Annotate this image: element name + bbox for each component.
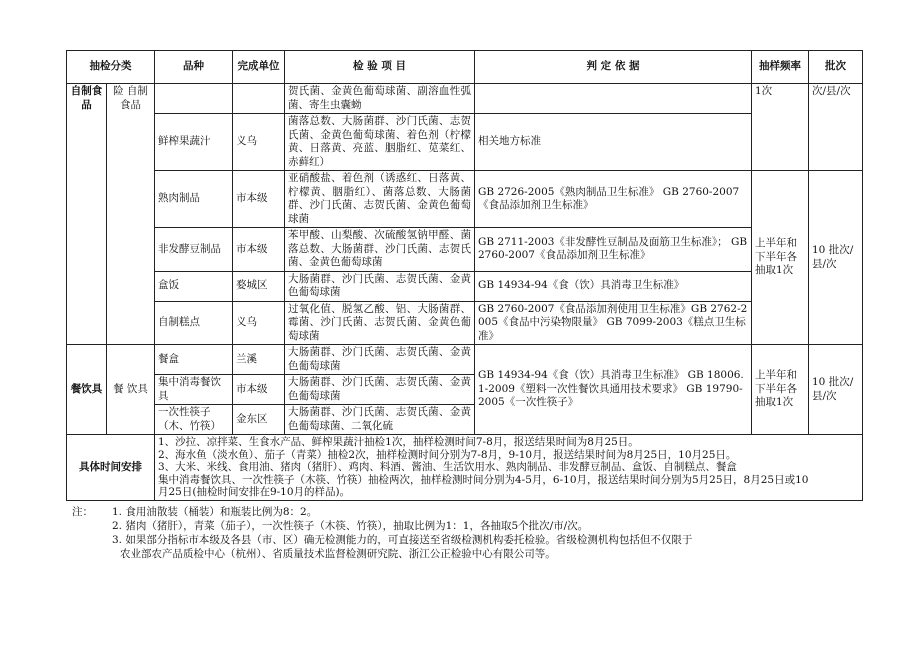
unit-cell: 金东区	[233, 405, 285, 435]
schedule-row	[67, 435, 863, 501]
variety-cell: 鲜榨果蔬汁	[155, 114, 233, 171]
notes	[66, 505, 862, 561]
table-row	[67, 345, 863, 375]
variety-cell: 盒饭	[155, 271, 233, 301]
unit-cell: 兰溪	[233, 345, 285, 375]
variety-cell: 非发酵豆制品	[155, 228, 233, 272]
items-cell: 大肠菌群、沙门氏菌、志贺氏菌、金黄色葡萄球菌	[285, 345, 475, 375]
batch-cell: 10 批次/县/次	[809, 171, 863, 345]
header-row	[67, 51, 863, 84]
table-row	[67, 228, 863, 272]
basis-cell: 相关地方标准	[475, 114, 752, 171]
unit-cell: 义乌	[233, 301, 285, 345]
basis-cell	[475, 84, 752, 114]
subcategory-cell: 餐 饮具	[107, 345, 155, 435]
schedule-line: 集中消毒餐饮具、一次性筷子（木筷、竹筷）抽检两次，抽样检测时间分别为4-5月，6-10月，报送结果时间分别为5月25日，8月25日或10	[158, 473, 809, 486]
schedule-text	[155, 435, 863, 501]
table-row	[67, 84, 863, 114]
category-cell: 餐饮具	[67, 345, 107, 435]
basis-cell: GB 14934-94《食（饮）具消毒卫生标准》 GB 18006.1-2009《塑料一次性餐饮具通用技术要求》 GB 19790-2005《一次性筷子》	[475, 345, 752, 435]
basis-cell: GB 2711-2003《非发酵性豆制品及面筋卫生标准》； GB 2760-2007《食品添加剂卫生标准》	[475, 228, 752, 272]
header-freq: 抽样频率	[752, 51, 809, 84]
freq-cell: 上半年和下半年各抽取1次	[752, 345, 809, 435]
table-row	[67, 114, 863, 171]
subcategory-cell: 险 自制 食品	[107, 84, 155, 345]
schedule-line: 1、沙拉、凉拌菜、生食水产品、鲜榨果蔬汁抽检1次，抽样检测时间7-8月，报送结果时间为8月25日。	[158, 436, 639, 448]
batch-cell: 次/县/次	[809, 84, 863, 171]
batch-cell: 10 批次/县/次	[809, 345, 863, 435]
header-items: 检 验 项 目	[285, 51, 475, 84]
table-row	[67, 271, 863, 301]
unit-cell: 义乌	[233, 114, 285, 171]
freq-cell: 上半年和下半年各抽取1次	[752, 171, 809, 345]
basis-cell: GB 2760-2007《食品添加剂使用卫生标准》GB 2762-2005《食品中污染物限量》 GB 7099-2003《糕点卫生标准》	[475, 301, 752, 345]
schedule-line: 3、大米、米线、食用油、猪肉（猪肝）、鸡肉、料酒、酱油、生活饮用水、熟肉制品、非发酵豆制品、盒饭、自制糕点、餐盒	[158, 461, 737, 473]
table-row	[67, 171, 863, 228]
items-cell: 亚硝酸盐、着色剂（诱惑红、日落黄、柠檬黄、胭脂红）、菌落总数、大肠菌群、沙门氏菌、志贺氏菌、金黄色葡萄球菌	[285, 171, 475, 228]
category-cell: 自制食品	[67, 84, 107, 345]
header-variety: 品种	[155, 51, 233, 84]
variety-cell: 一次性筷子（木、竹筷）	[155, 405, 233, 435]
header-batch: 批次	[809, 51, 863, 84]
unit-cell: 市本级	[233, 171, 285, 228]
variety-cell: 自制糕点	[155, 301, 233, 345]
items-cell: 过氧化值、脱氢乙酸、铝、大肠菌群、霉菌、沙门氏菌、志贺氏菌、金黄色葡萄球菌	[285, 301, 475, 345]
items-cell: 苯甲酸、山梨酸、次硫酸氢钠甲醛、菌落总数、大肠菌群、沙门氏菌、志贺氏菌、金黄色葡萄球菌	[285, 228, 475, 272]
unit-cell: 市本级	[233, 375, 285, 405]
document	[66, 50, 862, 561]
notes-label: 注：	[72, 505, 93, 518]
schedule-label: 具体时间安排	[67, 435, 155, 501]
items-cell: 菌落总数、大肠菌群、沙门氏菌、志贺氏菌、金黄色葡萄球菌、着色剂（柠檬黄、日落黄、亮蓝、胭脂红、苋菜红、赤藓红）	[285, 114, 475, 171]
unit-cell	[233, 84, 285, 114]
note-item: 2. 猪肉（猪肝），青菜（茄子），一次性筷子（木筷、竹筷），抽取比例为1：1，各抽取5个批次/市/次。	[112, 519, 589, 532]
unit-cell: 婺城区	[233, 271, 285, 301]
schedule-line: 2、海水鱼（淡水鱼）、茄子（青菜）抽检2次，抽样检测时间分别为7-8月，9-10月，报送结果时间为8月25日，10月25日。	[158, 448, 737, 461]
items-cell: 大肠菌群、沙门氏菌、志贺氏菌、金黄色葡萄球菌、二氧化硫	[285, 405, 475, 435]
note-item: 3. 如果部分指标市本级及各县（市、区）确无检测能力的，可直接送至省级检测机构委托检验。省级检测机构包括但不仅限于	[112, 533, 693, 546]
freq-cell: 1次	[752, 84, 809, 171]
note-continuation: 农业部农产品质检中心（杭州）、省质量技术监督检测研究院、浙江公正检验中心有限公司等。	[120, 547, 556, 560]
unit-cell: 市本级	[233, 228, 285, 272]
table-row	[67, 301, 863, 345]
variety-cell: 集中消毒餐饮具	[155, 375, 233, 405]
items-cell: 贺氏菌、金黄色葡萄球菌、副溶血性弧菌、寄生虫囊蚴	[285, 84, 475, 114]
header-basis: 判 定 依 据	[475, 51, 752, 84]
items-cell: 大肠菌群、沙门氏菌、志贺氏菌、金黄色葡萄球菌	[285, 271, 475, 301]
basis-cell: GB 14934-94《食（饮）具消毒卫生标准》	[475, 271, 752, 301]
items-cell: 大肠菌群、沙门氏菌、志贺氏菌、金黄色葡萄球菌	[285, 375, 475, 405]
note-item: 1. 食用油散装（桶装）和瓶装比例为8：2。	[112, 505, 318, 518]
basis-cell: GB 2726-2005《熟肉制品卫生标准》 GB 2760-2007《食品添加剂卫生标准》	[475, 171, 752, 228]
variety-cell	[155, 84, 233, 114]
inspection-table	[66, 50, 863, 501]
variety-cell: 餐盒	[155, 345, 233, 375]
header-unit: 完成单位	[233, 51, 285, 84]
variety-cell: 熟肉制品	[155, 171, 233, 228]
header-category: 抽检分类	[67, 51, 155, 84]
schedule-line: 月25日(抽检时间安排在9-10月的样品)。	[158, 486, 351, 498]
